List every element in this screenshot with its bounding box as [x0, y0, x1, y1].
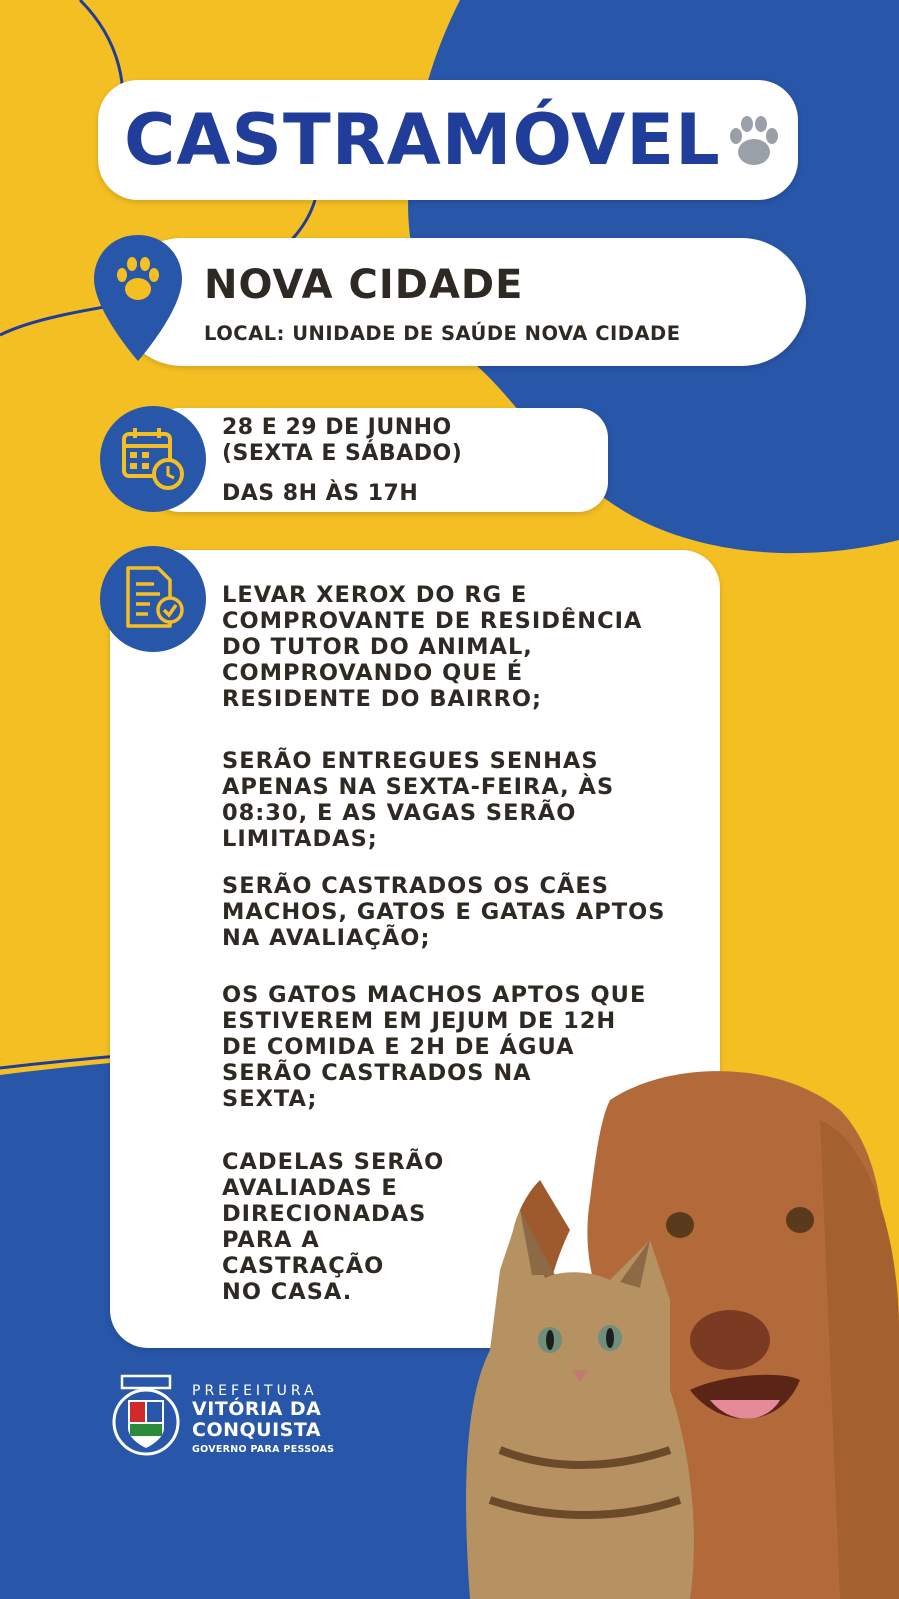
opening-hours: DAS 8H ÀS 17H: [222, 481, 419, 506]
requirement-item: CADELAS SERÃO AVALIADAS E DIRECIONADAS PARA A CASTRAÇÃO NO CASA.: [222, 1149, 445, 1305]
paw-icon: [722, 110, 786, 174]
date-weekdays: (SEXTA E SÁBADO): [222, 441, 463, 466]
requirement-item: SERÃO CASTRADOS OS CÃES MACHOS, GATOS E GATAS APTOS NA AVALIAÇÃO;: [222, 873, 666, 951]
logo-city-line1: VITÓRIA DA: [192, 1398, 322, 1420]
requirement-item: LEVAR XEROX DO RG E COMPROVANTE DE RESIDÊNCIA DO TUTOR DO ANIMAL, COMPROVANDO QUE É RESIDENTE DO BAIRRO;: [222, 582, 643, 712]
logo-city-line2: CONQUISTA: [192, 1419, 322, 1441]
dog-and-cat-photo: [460, 1060, 899, 1599]
location-name: NOVA CIDADE: [204, 262, 524, 308]
requirement-item: SERÃO ENTREGUES SENHAS APENAS NA SEXTA-FEIRA, ÀS 08:30, E AS VAGAS SERÃO LIMITADAS;: [222, 748, 615, 852]
logo-prefeitura: PREFEITURA: [192, 1383, 318, 1399]
location-place: LOCAL: UNIDADE DE SAÚDE NOVA CIDADE: [204, 322, 681, 345]
logo-slogan: GOVERNO PARA PESSOAS: [192, 1444, 335, 1455]
city-seal-logo: [108, 1372, 184, 1458]
date-range: 28 E 29 DE JUNHO: [222, 415, 452, 440]
calendar-clock-icon: [118, 424, 188, 494]
requirement-item: OS GATOS MACHOS APTOS QUE ESTIVEREM EM JEJUM DE 12H DE COMIDA E 2H DE ÁGUA SERÃO CASTRADOS NA SEXTA;: [222, 982, 647, 1112]
page-title: CASTRAMÓVEL: [124, 99, 721, 181]
map-pin-paw-icon: [90, 233, 186, 365]
document-check-icon: [120, 564, 190, 634]
